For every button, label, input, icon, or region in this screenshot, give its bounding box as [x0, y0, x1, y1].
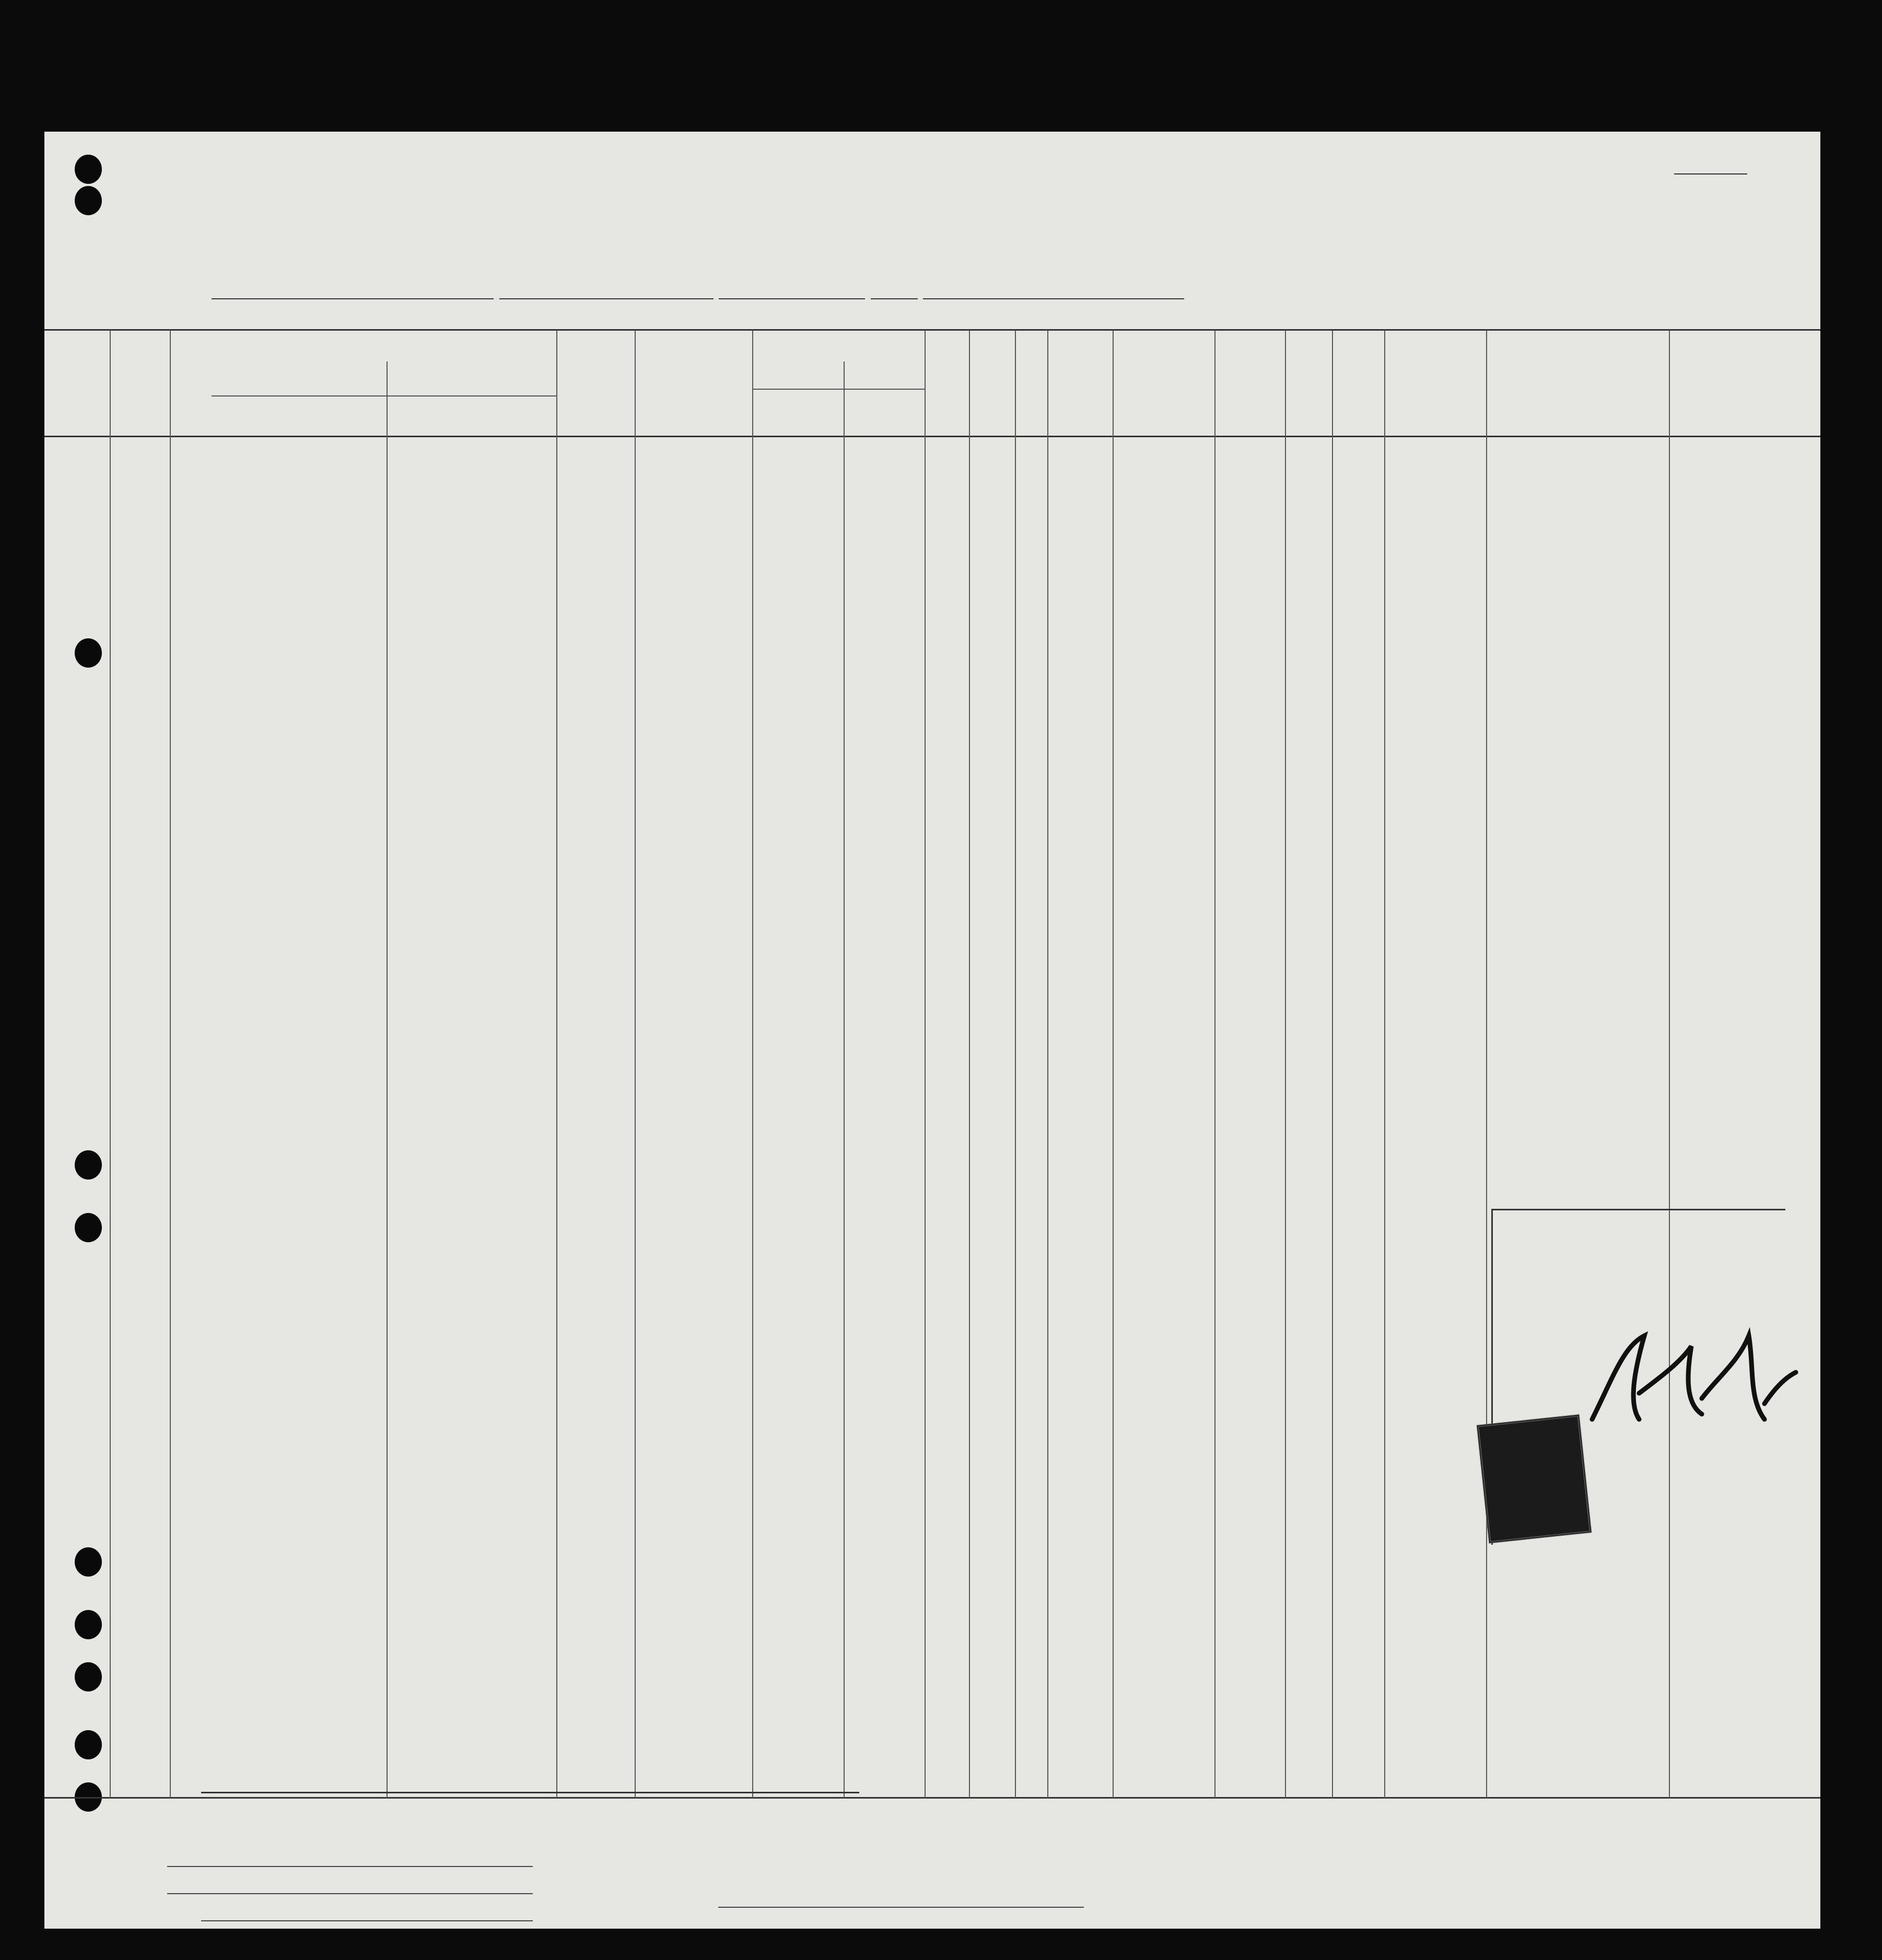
vessel-name — [212, 298, 494, 299]
binder-hole — [75, 638, 102, 668]
column-rule — [387, 361, 388, 1798]
binder-hole — [75, 1150, 102, 1180]
arriving-port — [499, 298, 714, 299]
consular-stamp-box — [1491, 1209, 1785, 1545]
shipped-divider — [752, 389, 925, 390]
binder-hole — [75, 1610, 102, 1639]
binder-hole — [75, 1662, 102, 1691]
fee-stamp — [1477, 1414, 1592, 1543]
name-divider — [212, 395, 556, 396]
column-rule — [1332, 330, 1333, 1798]
from-port — [923, 298, 1184, 299]
column-rule — [556, 330, 557, 1798]
column-rule — [1015, 330, 1016, 1798]
column-rule — [1384, 330, 1385, 1798]
column-rule — [635, 330, 636, 1798]
signature-underline — [718, 1907, 1084, 1908]
column-rule — [1214, 330, 1215, 1798]
header-bottom-rule — [44, 436, 1820, 437]
agents-underline — [201, 1920, 533, 1921]
sheet-number-underline — [1674, 173, 1747, 174]
closing-underline — [201, 1792, 859, 1793]
column-rule — [1486, 330, 1487, 1798]
column-rule — [1285, 330, 1286, 1798]
column-rule — [1669, 330, 1670, 1798]
column-rule — [170, 330, 171, 1798]
binder-hole — [75, 155, 102, 184]
column-rule — [844, 361, 845, 1798]
vessel-line — [212, 283, 1184, 304]
table-bottom-rule — [44, 1797, 1820, 1799]
column-rule — [969, 330, 970, 1798]
column-rule — [1047, 330, 1048, 1798]
binder-hole — [75, 1730, 102, 1759]
binder-hole — [75, 1213, 102, 1242]
column-rule — [1113, 330, 1114, 1798]
column-rule — [925, 330, 926, 1798]
column-rule — [752, 330, 753, 1798]
vice-consul-signature — [1582, 1315, 1801, 1435]
arrival-month — [719, 298, 865, 299]
manifest-sheet — [44, 132, 1820, 1929]
binder-hole — [75, 1547, 102, 1577]
owners-underline — [167, 1893, 533, 1894]
binder-hole — [75, 186, 102, 215]
column-rule — [110, 330, 111, 1798]
line-underline — [167, 1866, 533, 1867]
arrival-day — [871, 298, 918, 299]
table-top-rule — [44, 329, 1820, 331]
